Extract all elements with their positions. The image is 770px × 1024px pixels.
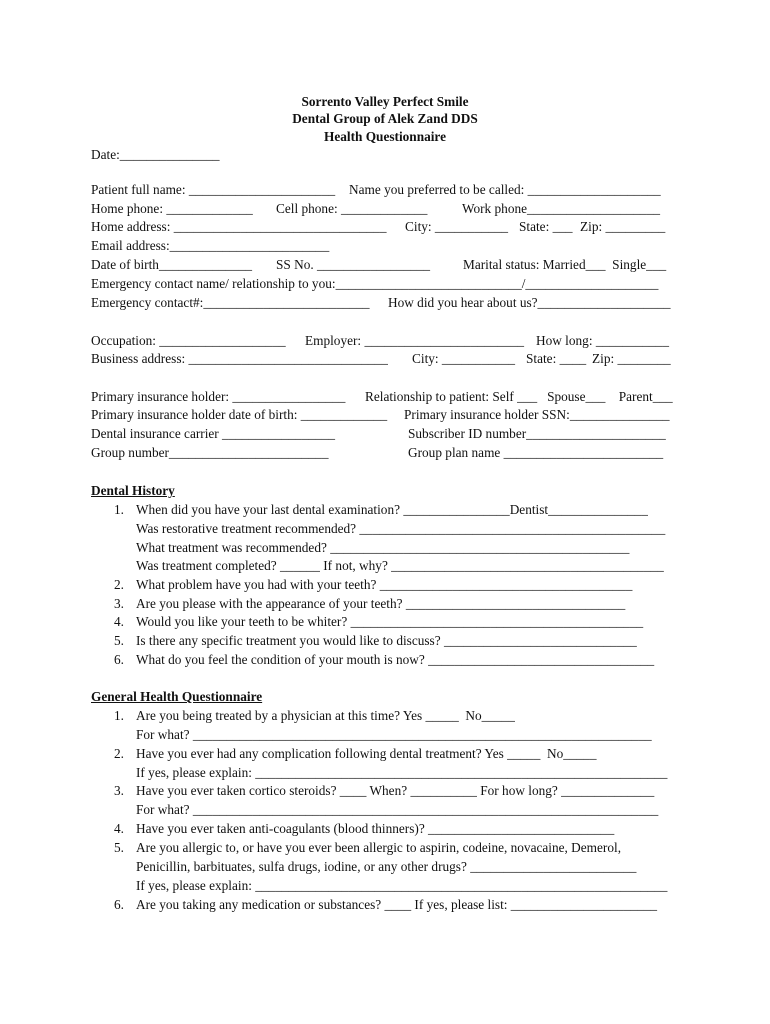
general-health-heading: General Health Questionnaire (91, 689, 263, 704)
dental-question-text[interactable]: What treatment was recommended? _____________________________________________ (136, 540, 630, 555)
list-item-number: 2. (114, 746, 124, 761)
list-item-number: 4. (114, 821, 124, 836)
list-item-number: 6. (114, 652, 124, 667)
health-question-text[interactable]: If yes, please explain: ______________________________________________________________ (136, 765, 668, 780)
date-of-birth-field[interactable]: Date of birth______________ (91, 257, 253, 272)
insurance-carrier-field[interactable]: Dental insurance carrier _________________ (91, 426, 336, 441)
list-item-number: 5. (114, 840, 124, 855)
health-question-text[interactable]: Have you ever taken anti-coagulants (blood thinners)? ____________________________ (136, 821, 615, 836)
dental-question-text[interactable]: When did you have your last dental examination? ________________Dentist_______________ (136, 502, 648, 517)
home-zip-field[interactable]: Zip: _________ (580, 219, 666, 234)
health-question-text[interactable]: Are you taking any medication or substances? ____ If yes, please list: ______________________ (136, 897, 658, 912)
health-question-text[interactable]: Have you ever taken cortico steroids? ____ When? __________ For how long? ______________ (136, 783, 655, 798)
home-city-field[interactable]: City: ___________ (405, 219, 509, 234)
occupation-field[interactable]: Occupation: ___________________ (91, 333, 286, 348)
dental-question-text[interactable]: Are you please with the appearance of your teeth? _________________________________ (136, 596, 626, 611)
how-long-field[interactable]: How long: ___________ (536, 333, 669, 348)
health-question-text[interactable]: For what? ______________________________________________________________________ (136, 802, 659, 817)
list-item-number: 3. (114, 596, 124, 611)
business-zip-field[interactable]: Zip: ________ (592, 351, 671, 366)
employer-field[interactable]: Employer: ________________________ (305, 333, 525, 348)
dental-question-text[interactable]: What do you feel the condition of your mouth is now? __________________________________ (136, 652, 655, 667)
holder-ssn-field[interactable]: Primary insurance holder SSN:_______________ (404, 407, 670, 422)
home-address-field[interactable]: Home address: ________________________________ (91, 219, 387, 234)
dental-question-text[interactable]: Was treatment completed? ______ If not, why? _________________________________________ (136, 558, 664, 573)
relationship-to-patient-field[interactable]: Relationship to patient: Self ___ Spouse___ Parent___ (365, 389, 673, 404)
patient-full-name-field[interactable]: Patient full name: ______________________ (91, 182, 336, 197)
practice-subtitle: Dental Group of Alek Zand DDS (292, 111, 478, 126)
referral-source-field[interactable]: How did you hear about us?____________________ (388, 295, 671, 310)
list-item-number: 3. (114, 783, 124, 798)
group-plan-name-field[interactable]: Group plan name ________________________ (408, 445, 664, 460)
emergency-contact-name-field[interactable]: Emergency contact name/ relationship to you:____________________________/____________________ (91, 276, 659, 291)
dental-question-text[interactable]: What problem have you had with your teeth? ______________________________________ (136, 577, 633, 592)
list-item-number: 1. (114, 502, 124, 517)
list-item-number: 5. (114, 633, 124, 648)
holder-dob-field[interactable]: Primary insurance holder date of birth: _____________ (91, 407, 388, 422)
health-question-text[interactable]: If yes, please explain: ______________________________________________________________ (136, 878, 668, 893)
business-state-field[interactable]: State: ____ (526, 351, 587, 366)
business-address-field[interactable]: Business address: ______________________________ (91, 351, 388, 366)
dental-question-text[interactable]: Was restorative treatment recommended? ______________________________________________ (136, 521, 666, 536)
health-question-text[interactable]: Are you allergic to, or have you ever been allergic to aspirin, codeine, novacaine, Demerol, (136, 840, 622, 855)
group-number-field[interactable]: Group number________________________ (91, 445, 329, 460)
practice-name: Sorrento Valley Perfect Smile (301, 94, 469, 109)
emergency-contact-number-field[interactable]: Emergency contact#:_________________________ (91, 295, 370, 310)
home-phone-field[interactable]: Home phone: _____________ (91, 201, 253, 216)
dental-history-heading: Dental History (91, 483, 175, 498)
date-field[interactable]: Date:_______________ (91, 147, 220, 162)
business-city-field[interactable]: City: ___________ (412, 351, 516, 366)
preferred-name-field[interactable]: Name you preferred to be called: ____________________ (349, 182, 661, 197)
primary-insurance-holder-field[interactable]: Primary insurance holder: _________________ (91, 389, 346, 404)
home-state-field[interactable]: State: ___ (519, 219, 573, 234)
ss-number-field[interactable]: SS No. _________________ (276, 257, 431, 272)
form-title: Health Questionnaire (323, 129, 447, 144)
dental-question-text[interactable]: Would you like your teeth to be whiter? ____________________________________________ (136, 614, 644, 629)
health-question-text[interactable]: Penicillin, barbituates, sulfa drugs, iodine, or any other drugs? _________________________ (136, 859, 637, 874)
list-item-number: 2. (114, 577, 124, 592)
email-field[interactable]: Email address:________________________ (91, 238, 330, 253)
list-item-number: 1. (114, 708, 124, 723)
cell-phone-field[interactable]: Cell phone: _____________ (276, 201, 428, 216)
list-item-number: 4. (114, 614, 124, 629)
list-item-number: 6. (114, 897, 124, 912)
marital-status-field[interactable]: Marital status: Married___ Single___ (463, 257, 667, 272)
health-question-text[interactable]: Are you being treated by a physician at this time? Yes _____ No_____ (136, 708, 515, 723)
dental-question-text[interactable]: Is there any specific treatment you would like to discuss? _____________________________ (136, 633, 637, 648)
subscriber-id-field[interactable]: Subscriber ID number_____________________ (408, 426, 666, 441)
health-question-text[interactable]: Have you ever had any complication following dental treatment? Yes _____ No_____ (136, 746, 597, 761)
work-phone-field[interactable]: Work phone____________________ (462, 201, 660, 216)
health-question-text[interactable]: For what? _____________________________________________________________________ (136, 727, 652, 742)
